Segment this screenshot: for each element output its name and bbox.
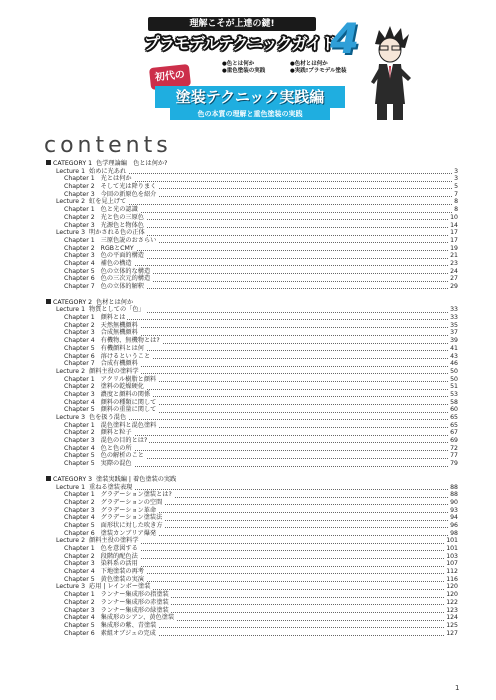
toc-category-row [46,160,458,168]
toc-section [46,160,458,291]
toc-page-number: 53 [450,390,458,398]
toc-title: 顔料主役の塗料学 [89,367,139,375]
toc-label: Chapter 5 [64,267,95,275]
toc-title: グラデーション革命 [100,506,157,514]
toc-label: Chapter 2 [64,383,95,391]
toc-label: Chapter 1 [64,206,95,214]
toc-page-number: 112 [446,568,458,576]
toc-page-number: 90 [450,498,458,506]
table-of-contents [46,160,458,645]
feature-bullet: ●重色塗装の実践 [222,68,266,74]
toc-title: RGBとCMY [100,244,134,252]
badge-label: 初代の [149,64,191,90]
toc-label: Chapter 1 [64,421,95,429]
toc-page-number: 107 [446,560,458,568]
toc-label: Chapter 2 [64,598,95,606]
toc-label: Lecture 2 [56,198,86,206]
toc-title: 塗料の乾燥硬化 [100,383,144,391]
toc-chapter-row [46,437,458,445]
toc-label: Chapter 2 [64,321,95,329]
toc-page-number: 23 [450,259,458,267]
toc-title: 応用 | レインボー塗装 [89,583,151,591]
toc-title: 顔料の重量に関して [100,406,157,414]
toc-page-number: 51 [450,383,458,391]
toc-label: Chapter 5 [64,621,95,629]
toc-chapter-row [46,314,458,322]
series-title: プラモデルテクニックガイド [143,34,337,53]
toc-label: Chapter 5 [64,344,95,352]
toc-title: 黄色塗装の実演 [100,575,144,583]
toc-page-number: 124 [446,614,458,622]
toc-title: 明かされる色の正体 [89,229,145,237]
toc-label: Lecture 3 [56,583,86,591]
toc-page-number: 101 [446,537,458,545]
toc-page-number: 35 [450,321,458,329]
toc-title: 塗装カンブリア爆発 [100,529,157,537]
toc-page-number: 94 [450,514,458,522]
feature-bullets [222,61,362,75]
toc-label: Chapter 7 [64,360,95,368]
toc-chapter-row [46,599,458,607]
toc-title: 色を扱う混色 [89,414,127,421]
toc-section [46,299,458,468]
toc-title: 段階的配色法 [100,552,138,560]
toc-chapter-row [46,560,458,568]
toc-page-number: 123 [446,606,458,614]
toc-title: 色の立体的な構造 [100,267,151,275]
toc-title: 天然無機顔料 [100,321,138,329]
toc-page-number: 50 [450,375,458,383]
toc-page-number: 43 [450,352,458,360]
toc-lecture-row [46,537,458,545]
toc-label: Chapter 3 [64,252,95,260]
toc-label: Chapter 3 [64,560,95,568]
toc-label: Chapter 2 [64,429,95,437]
toc-label: Chapter 1 [64,545,95,552]
toc-label: Lecture 2 [56,367,86,375]
toc-label: Chapter 5 [64,406,95,414]
toc-page-number: 122 [446,598,458,606]
toc-title: 面形状に対した吹き方 [100,521,163,529]
toc-label: Chapter 3 [64,606,95,614]
toc-page-number: 101 [446,545,458,552]
toc-label: Chapter 2 [64,244,95,252]
toc-chapter-row [46,499,458,507]
toc-title: 光源色と物体色 [100,221,144,229]
toc-chapter-row [46,252,458,260]
toc-label: Chapter 3 [64,221,95,229]
toc-title: 重ねる塗装表現 [89,483,133,491]
toc-title: 顔料とは [100,314,126,322]
toc-label: Chapter 4 [64,514,95,522]
toc-page-number: 33 [450,306,458,314]
toc-page-number: 103 [446,552,458,560]
toc-chapter-row [46,260,458,268]
toc-title: 有機顔料とは何 [100,344,144,352]
toc-page-number: 14 [450,221,458,229]
toc-title: 混色塗料と混色塗料 [100,421,157,429]
toc-title: 素組オブジェの完成 [100,629,156,637]
toc-page-number: 88 [450,491,458,499]
toc-page-number: 37 [450,329,458,337]
toc-label: Lecture 1 [56,167,86,175]
toc-page-number: 67 [450,429,458,437]
toc-chapter-row [46,614,458,622]
toc-page-number: 65 [450,421,458,429]
toc-page-number: 120 [446,591,458,599]
toc-title: 補色の構造 [100,259,132,267]
square-bullet-icon [46,476,51,481]
toc-lecture-row [46,229,458,237]
toc-page-number: 3 [454,175,458,183]
toc-title: ランナー集成形の指塗装 [100,591,169,599]
toc-label: Lecture 3 [56,229,86,237]
toc-page-number: 60 [450,406,458,414]
toc-label: Chapter 1 [64,591,95,599]
toc-title: 色の立体的解釈 [100,283,144,290]
toc-title: 色の解析のこと [100,452,144,460]
toc-page-number: 39 [450,337,458,345]
toc-label: Lecture 1 [56,483,86,491]
toc-label: Lecture 3 [56,414,86,421]
toc-label: Chapter 4 [64,444,95,452]
toc-page-number: 41 [450,344,458,352]
feature-bullet: ●実践!プラモデル塗装 [290,68,347,74]
toc-chapter-row [46,329,458,337]
toc-chapter-row [46,183,458,191]
toc-page-number: 17 [450,229,458,237]
toc-label: Chapter 2 [64,213,95,221]
toc-label: Chapter 5 [64,575,95,583]
toc-page-number: 79 [450,460,458,468]
toc-label: Chapter 1 [64,375,95,383]
toc-title: アクリル樹脂と顔料 [100,375,157,383]
toc-label: Lecture 2 [56,537,86,545]
toc-title: 光と色の三原色 [100,213,144,221]
toc-page-number: 33 [450,314,458,322]
toc-label: Chapter 1 [64,314,95,322]
toc-label: Chapter 3 [64,329,95,337]
toc-chapter-row [46,460,458,468]
toc-section [46,476,458,637]
toc-label: CATEGORY 3 [53,475,93,483]
toc-lecture-row [46,198,458,206]
volume-number: 4 [330,14,360,63]
toc-chapter-row [46,429,458,437]
toc-title: グラデーション塗装法 [100,514,163,522]
toc-label: Chapter 4 [64,337,95,345]
toc-chapter-row [46,337,458,345]
toc-chapter-row [46,391,458,399]
toc-page-number: 46 [450,360,458,368]
toc-label: Lecture 1 [56,306,86,314]
toc-page-number: 7 [454,190,458,198]
toc-page-number: 93 [450,506,458,514]
toc-title: グラデーションの空間 [100,498,163,506]
toc-page-number: 21 [450,252,458,260]
toc-page-number: 3 [454,167,458,175]
toc-title: 色と色の所 [100,444,132,452]
toc-title: 顔料主役の塗料学 [89,537,139,545]
cover-header [0,0,496,125]
toc-label: Chapter 6 [64,629,95,637]
toc-title: グラデーション塗装とは? [100,491,172,499]
toc-title: ランナー集成形の緑塗装 [100,606,169,614]
toc-page-number: 120 [446,583,458,591]
square-bullet-icon [46,299,51,304]
toc-page-number: 88 [450,483,458,491]
toc-chapter-row [46,206,458,214]
toc-page-number: 77 [450,452,458,460]
toc-title: 色材とは何か [96,298,134,306]
toc-label: Chapter 4 [64,614,95,622]
toc-title: 濃度と顔料の関係 [100,390,151,398]
toc-lecture-row [46,306,458,314]
feature-bullet: ●色材とは何か [290,61,328,67]
toc-page-number: 8 [454,206,458,214]
toc-title: 顔料と粒子 [100,429,132,437]
toc-title: 色を意図する [100,545,138,552]
toc-title: 実際の混色 [100,460,132,468]
toc-page-number: 69 [450,437,458,445]
toc-title: 色の平面的構造 [100,252,144,260]
contents-heading: contents [44,133,172,158]
toc-label: Chapter 6 [64,352,95,360]
toc-chapter-row [46,383,458,391]
toc-page-number: 29 [450,283,458,290]
toc-chapter-row [46,522,458,530]
toc-label: Chapter 2 [64,183,95,191]
toc-title: 物質としての「色」 [89,306,145,314]
toc-label: Chapter 4 [64,259,95,267]
toc-page-number: 127 [446,629,458,637]
toc-label: Chapter 3 [64,506,95,514]
toc-label: Chapter 7 [64,283,95,290]
toc-page-number: 5 [454,183,458,191]
toc-label: Chapter 3 [64,390,95,398]
toc-chapter-row [46,214,458,222]
toc-chapter-row [46,406,458,414]
toc-chapter-row [46,237,458,245]
toc-label: Chapter 2 [64,498,95,506]
toc-page-number: 19 [450,244,458,252]
toc-title: 顔料の種類に関して [100,398,157,406]
toc-label: Chapter 6 [64,529,95,537]
toc-label: Chapter 5 [64,460,95,468]
toc-title: 虹を見上げて [89,198,127,206]
toc-label: Chapter 1 [64,491,95,499]
toc-label: Chapter 5 [64,521,95,529]
toc-title: 混色の目的とは? [100,437,148,445]
toc-lecture-row [46,414,458,422]
main-title: 塗装テクニック実践編 [155,86,345,108]
toc-page-number: 116 [446,575,458,583]
toc-category-row [46,476,458,484]
toc-page-number: 72 [450,444,458,452]
toc-title: 溶けるということ [100,352,151,360]
toc-label: Chapter 5 [64,452,95,460]
toc-label: Chapter 1 [64,175,95,183]
toc-chapter-row [46,283,458,291]
toc-chapter-row [46,275,458,283]
main-subtitle: 色の本質の理解と重色塗装の実践 [170,108,330,120]
toc-title: 色と光の認識 [100,206,138,214]
toc-title: 合成無機顔料 [100,329,138,337]
tagline-banner: 理解こそが上達の鍵! [148,17,316,31]
toc-title: 集成形のシアン、黄色塗装 [100,614,175,622]
page-number: 1 [455,684,460,692]
toc-title: 下地塗装の再考 [100,568,144,576]
toc-label: Chapter 3 [64,437,95,445]
toc-page-number: 125 [446,621,458,629]
toc-chapter-row [46,360,458,368]
toc-page-number: 50 [450,367,458,375]
toc-label: Chapter 4 [64,568,95,576]
toc-chapter-row [46,622,458,630]
toc-title: 始めに光あれ [89,167,127,175]
toc-chapter-row [46,514,458,522]
toc-title: 染料系の活用 [100,560,138,568]
toc-title: 有機物、無機物とは? [100,337,160,345]
toc-label: Chapter 1 [64,236,95,244]
toc-title: 塗装実践編 | 着色塗装の実践 [96,475,177,483]
toc-page-number: 8 [454,198,458,206]
toc-page-number: 98 [450,529,458,537]
toc-label: CATEGORY 2 [53,298,93,306]
toc-page-number: 65 [450,414,458,421]
square-bullet-icon [46,160,51,165]
toc-label: Chapter 4 [64,398,95,406]
toc-page-number: 24 [450,267,458,275]
toc-label: Chapter 2 [64,552,95,560]
toc-chapter-row [46,491,458,499]
toc-label: Chapter 6 [64,275,95,283]
mascot-illustration [365,24,415,124]
toc-page-number: 27 [450,275,458,283]
toc-title: そして光は降りまく [100,183,157,191]
toc-lecture-row [46,368,458,376]
toc-page-number: 58 [450,398,458,406]
toc-label: Chapter 3 [64,190,95,198]
toc-chapter-row [46,591,458,599]
toc-chapter-row [46,568,458,576]
toc-title: 今回の新原色を紹介 [100,190,157,198]
toc-chapter-row [46,175,458,183]
toc-title: 色学理論編 色とは何か? [96,160,168,167]
toc-chapter-row [46,630,458,638]
toc-title: 集成形の紫、青塗装 [100,621,157,629]
toc-title: 光とは何か [100,175,132,183]
toc-chapter-row [46,545,458,553]
toc-title: 色の三次元的構造 [100,275,151,283]
toc-title: 合成有機顔料 [100,360,138,368]
toc-title: ランナー集成形の赤塗装 [100,598,169,606]
feature-bullet: ●色とは何か [222,61,255,67]
toc-chapter-row [46,452,458,460]
toc-page-number: 96 [450,521,458,529]
toc-title: 三原色説のおさらい [100,236,157,244]
toc-lecture-row [46,583,458,591]
toc-label: CATEGORY 1 [53,160,93,167]
toc-page-number: 17 [450,236,458,244]
toc-page-number: 10 [450,213,458,221]
toc-chapter-row [46,345,458,353]
